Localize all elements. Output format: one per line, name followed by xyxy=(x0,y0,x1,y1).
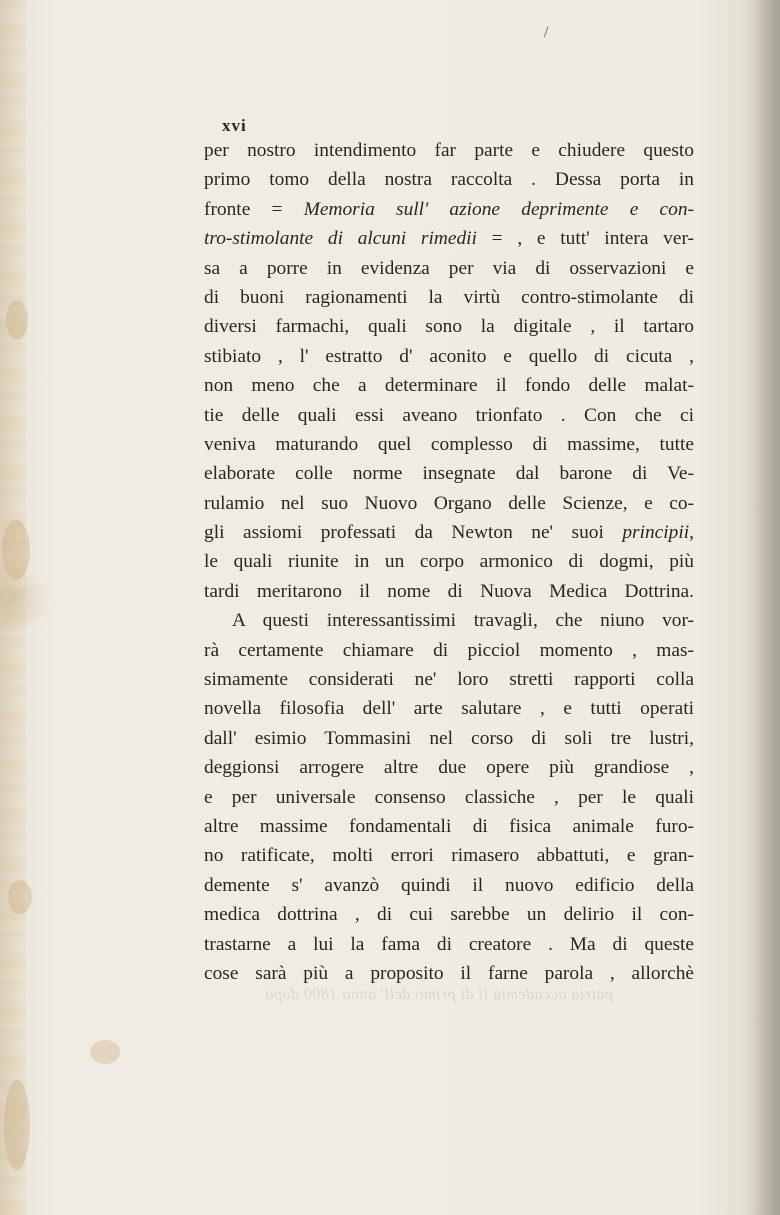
text-line xyxy=(204,430,694,459)
line-text: rulamio nel suo Nuovo Organo delle Scienze, e co- xyxy=(204,492,694,514)
line-text: medica dottrina , di cui sarebbe un delirio il con- xyxy=(204,904,694,926)
line-text: simamente considerati ne' loro stretti rapporti colla xyxy=(204,669,694,691)
line-text: demente s' avanzò quindi il nuovo edificio della xyxy=(204,874,694,896)
line-text: no ratificate, molti errori rimasero abbattuti, e gran- xyxy=(204,845,694,867)
line-text: e per universale consenso classiche , per le quali xyxy=(204,786,694,808)
line-text: stibiato , l' estratto d' aconito e quello di cicuta , xyxy=(204,345,694,367)
italic-title: tro-stimolante di alcuni rimedii xyxy=(204,228,477,250)
line-text: tardi meritarono il nome di Nuova Medica Dottrina. xyxy=(204,580,694,602)
text-line xyxy=(204,577,694,606)
text-line xyxy=(204,459,694,488)
italic-title: principii, xyxy=(622,522,694,544)
text-line xyxy=(204,195,694,224)
text-line xyxy=(204,959,694,988)
foxing-stain xyxy=(90,1040,120,1064)
line-text: dall' esimio Tommasini nel corso di soli tre lustri, xyxy=(204,727,694,749)
text-line xyxy=(204,753,694,782)
line-text: A questi interessantissimi travagli, che niuno vor- xyxy=(232,610,694,632)
text-line xyxy=(204,694,694,723)
text-line xyxy=(204,165,694,194)
text-line xyxy=(204,812,694,841)
foxing-stain xyxy=(4,1080,30,1170)
line-text: fronte = xyxy=(204,198,304,220)
line-text: novella filosofia dell' arte salutare , e tutti operati xyxy=(204,698,694,720)
text-line xyxy=(204,871,694,900)
foxing-stain xyxy=(6,300,28,340)
foxing-stain xyxy=(8,880,32,914)
text-line xyxy=(204,136,694,165)
text-line xyxy=(204,636,694,665)
line-text: rà certamente chiamare di picciol momento , mas- xyxy=(204,639,694,661)
foxing-stain xyxy=(2,520,30,580)
line-text: gli assiomi professati da Newton ne' suoi xyxy=(204,522,623,544)
text-line xyxy=(204,930,694,959)
text-line xyxy=(204,283,694,312)
text-line xyxy=(204,224,694,253)
line-text: elaborate colle norme insegnate dal barone di Ve- xyxy=(204,463,694,485)
text-line xyxy=(204,518,694,547)
text-line xyxy=(204,724,694,753)
line-text: sa a porre in evidenza per via di osservazioni e xyxy=(204,257,694,279)
show-through-text: patria accademia il di primo dell' anno 1800 dopo xyxy=(265,986,613,1003)
line-text: primo tomo della nostra raccolta . Dessa porta in xyxy=(204,169,694,191)
page-number: xvi xyxy=(222,116,247,135)
text-line xyxy=(204,489,694,518)
left-page-edge xyxy=(0,0,26,1215)
text-line xyxy=(204,342,694,371)
line-text: veniva maturando quel complesso di massime, tutte xyxy=(204,433,694,455)
text-line xyxy=(204,312,694,341)
text-line xyxy=(204,606,694,635)
text-line xyxy=(204,401,694,430)
line-text: = , e tutt' intera ver- xyxy=(476,228,695,250)
text-line xyxy=(204,841,694,870)
right-gutter-shadow xyxy=(754,0,780,1215)
text-line xyxy=(204,254,694,283)
text-line xyxy=(204,547,694,576)
line-text: trastarne a lui la fama di creatore . Ma di queste xyxy=(204,933,694,955)
line-text: di buoni ragionamenti la virtù contro-stimolante di xyxy=(204,286,694,308)
line-text: altre massime fondamentali di fisica animale furo- xyxy=(204,815,694,837)
corner-mark: / xyxy=(544,24,549,41)
line-text: le quali riunite in un corpo armonico di dogmi, più xyxy=(204,551,694,573)
line-text: diversi farmachi, quali sono la digitale , il tartaro xyxy=(204,316,694,338)
italic-title: Memoria sull' azione deprimente e con- xyxy=(303,198,695,220)
line-text: tie delle quali essi aveano trionfato . Con che ci xyxy=(204,404,694,426)
text-line xyxy=(204,665,694,694)
text-line xyxy=(204,900,694,929)
text-line xyxy=(204,371,694,400)
line-text: non meno che a determinare il fondo delle malat- xyxy=(204,375,694,397)
line-text: deggionsi arrogere altre due opere più grandiose , xyxy=(204,757,694,779)
body-text xyxy=(204,136,694,988)
line-text: cose sarà più a proposito il farne parola , allorchè xyxy=(204,962,694,984)
line-text: per nostro intendimento far parte e chiudere questo xyxy=(204,140,694,161)
text-line xyxy=(204,783,694,812)
